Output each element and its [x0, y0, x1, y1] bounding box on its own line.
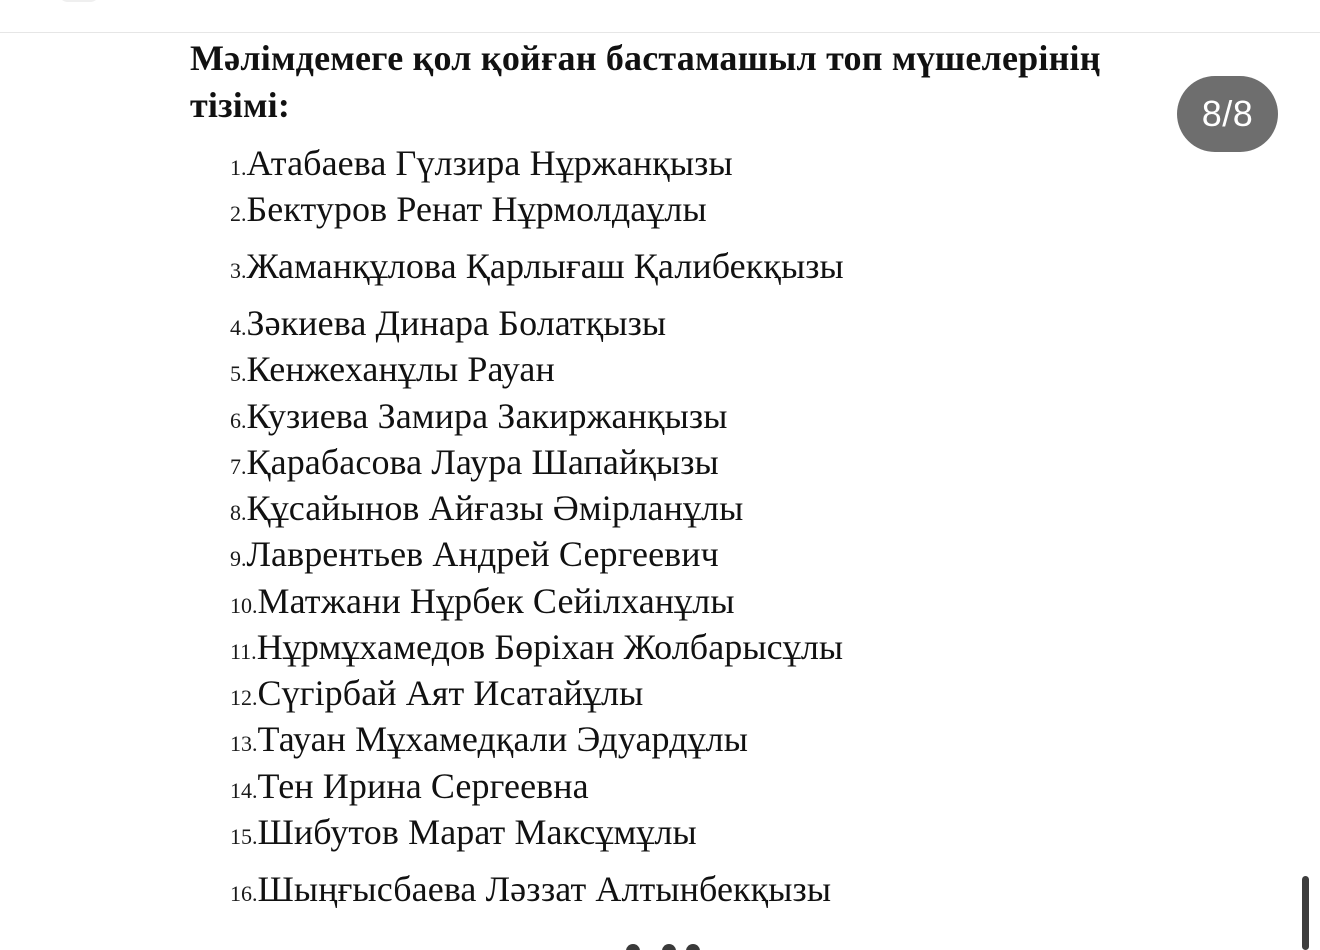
list-item-number: 1. — [230, 155, 247, 180]
list-item — [230, 488, 743, 528]
list-item-number: 6. — [230, 408, 247, 433]
list-item-number: 10. — [230, 593, 258, 618]
member-name: Қарабасова Лаура Шапайқызы — [246, 442, 719, 482]
member-name: Кузиева Замира Закиржанқызы — [246, 396, 728, 436]
member-name: Тауан Мұхамедқали Эдуардұлы — [257, 719, 749, 759]
member-name: Нұрмұхамедов Бөріхан Жолбарысұлы — [256, 627, 844, 667]
next-page-text-fragment — [600, 940, 710, 950]
list-item-number: 4. — [230, 315, 247, 340]
list-item — [230, 673, 643, 713]
member-name: Кенжеханұлы Рауан — [246, 349, 555, 389]
member-name: Жаманқұлова Қарлығаш Қалибекқызы — [246, 246, 844, 286]
list-item-number: 14. — [230, 778, 258, 803]
list-item — [230, 766, 589, 806]
page-indicator-badge: 8/8 — [1177, 76, 1278, 152]
list-item-number: 13. — [230, 731, 258, 756]
list-item — [230, 627, 843, 667]
list-item — [230, 303, 666, 343]
list-item — [230, 442, 719, 482]
list-item — [230, 246, 844, 286]
document-page — [0, 33, 1320, 950]
list-item-number: 2. — [230, 201, 247, 226]
list-item-number: 5. — [230, 361, 247, 386]
list-item-number: 16. — [230, 881, 258, 906]
member-name: Тен Ирина Сергеевна — [257, 766, 589, 806]
list-item — [230, 812, 697, 852]
list-item — [230, 396, 727, 436]
scrollbar-thumb[interactable] — [1302, 876, 1309, 950]
list-item — [230, 581, 735, 621]
list-item — [230, 869, 831, 909]
member-name: Зәкиева Динара Болатқызы — [246, 303, 667, 343]
list-item — [230, 534, 719, 574]
member-name: Сүгірбай Аят Исатайұлы — [257, 673, 644, 713]
list-item-number: 8. — [230, 500, 247, 525]
list-item — [230, 189, 707, 229]
list-item-number: 9. — [230, 546, 247, 571]
list-item-number: 15. — [230, 824, 258, 849]
list-item — [230, 143, 733, 183]
member-name: Шыңғысбаева Ләззат Алтынбекқызы — [257, 869, 832, 909]
member-name: Шибутов Марат Максұмұлы — [257, 812, 697, 852]
list-item — [230, 349, 555, 389]
list-item-number: 7. — [230, 454, 247, 479]
member-name: Бектуров Ренат Нұрмолдаұлы — [246, 189, 707, 229]
member-name: Құсайынов Айғазы Әмірланұлы — [246, 488, 744, 528]
member-name: Лаврентьев Андрей Сергеевич — [246, 534, 719, 574]
member-name: Атабаева Гүлзира Нұржанқызы — [246, 143, 733, 183]
list-item-number: 11. — [230, 639, 257, 664]
member-name: Матжани Нұрбек Сейілханұлы — [257, 581, 735, 621]
list-item-number: 3. — [230, 258, 247, 283]
list-item — [230, 719, 748, 759]
member-list — [0, 33, 1320, 950]
document-title: Мәлімдемеге қол қойған бастамашыл топ мүшелерінің тізімі: — [190, 38, 1101, 125]
list-item-number: 12. — [230, 685, 258, 710]
viewer-top-bar — [0, 0, 1320, 33]
top-bar-control-edge — [58, 0, 100, 2]
